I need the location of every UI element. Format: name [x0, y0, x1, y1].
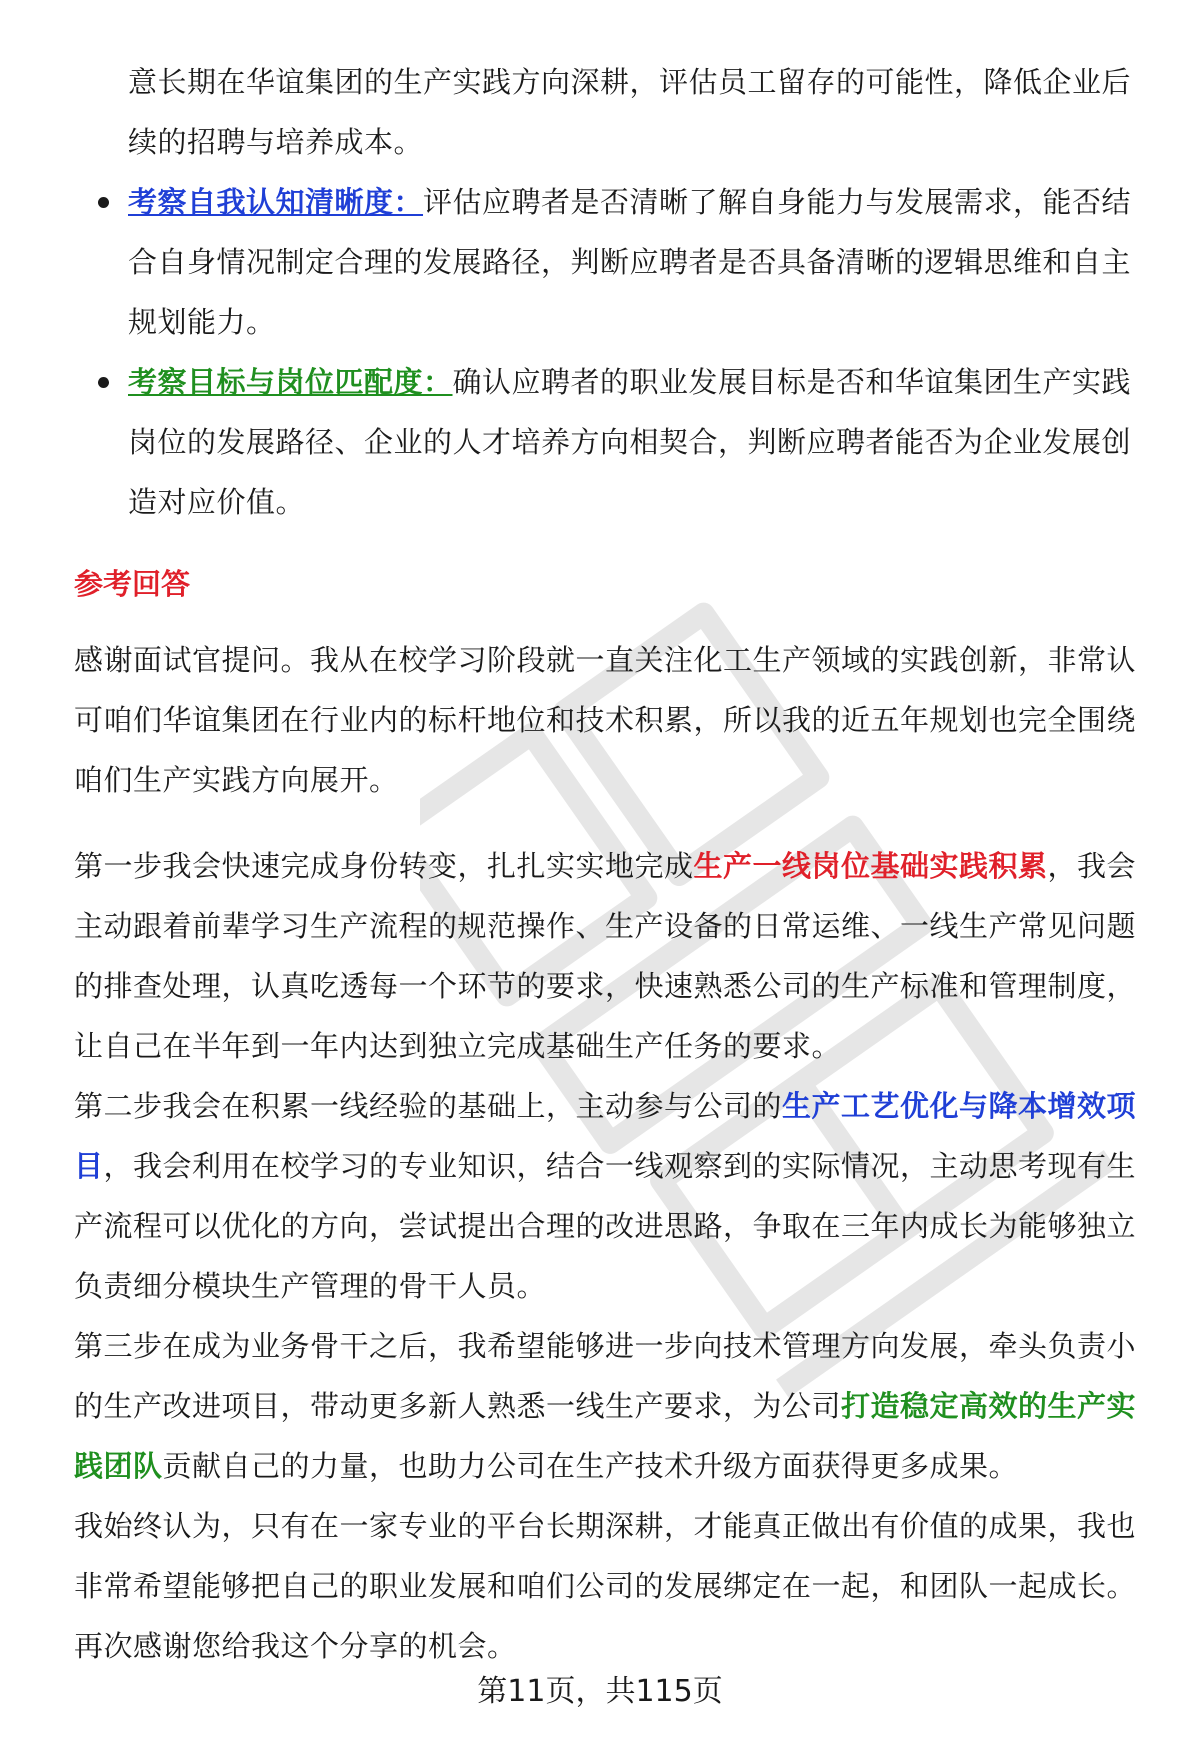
page-number: 第11页，共115页	[477, 1674, 723, 1709]
continuation-text: 意长期在华谊集团的生产实践方向深耕，评估员工留存的可能性，降低企业后续的招聘与培养成本。	[128, 65, 1132, 159]
highlight-phrase: 生产工艺优化与降本增效项目	[74, 1089, 1137, 1183]
answer-paragraph-closing: 我始终认为，只有在一家专业的平台长期深耕，才能真正做出有价值的成果，我也非常希望能够把自己的职业发展和咱们公司的发展绑定在一起，和团队一起成长。再次感谢您给我这个分享的机会。	[74, 1509, 1137, 1663]
bullet-keyword: 考察目标与岗位匹配度：	[128, 365, 453, 399]
paragraph-text: 第一步我会快速完成身份转变，扎扎实实地完成	[74, 849, 694, 883]
answer-paragraph-step3	[74, 1316, 1144, 1496]
answer-paragraph-intro: 感谢面试官提问。我从在校学习阶段就一直关注化工生产领域的实践创新，非常认可咱们华谊集团在行业内的标杆地位和技术积累，所以我的近五年规划也完全围绕咱们生产实践方向展开。	[74, 643, 1137, 797]
bullet-keyword: 考察自我认知清晰度：	[128, 185, 424, 219]
highlight-phrase: 生产一线岗位基础实践积累	[693, 849, 1048, 883]
section-heading: 参考回答	[74, 567, 191, 601]
answer-paragraph-step1	[74, 836, 1144, 1076]
list-item	[74, 172, 1144, 352]
answer-paragraph-step2	[74, 1076, 1144, 1316]
paragraph-text: ，我会利用在校学习的专业知识，结合一线观察到的实际情况，主动思考现有生产流程可以优化的方向，尝试提出合理的改进思路，争取在三年内成长为能够独立负责细分模块生产管理的骨干人员。	[74, 1149, 1137, 1303]
document-content	[74, 52, 1144, 1676]
paragraph-text: 贡献自己的力量，也助力公司在生产技术升级方面获得更多成果。	[162, 1449, 1019, 1483]
paragraph-text: 第三步在成为业务骨干之后，我希望能够进一步向技术管理方向发展，牵头负责小的生产改进项目，带动更多新人熟悉一线生产要求，为公司	[74, 1329, 1137, 1423]
list-item	[74, 352, 1144, 532]
bullet-text: 确认应聘者的职业发展目标是否和华谊集团生产实践岗位的发展路径、企业的人才培养方向相契合，判断应聘者能否为企业发展创造对应价值。	[128, 365, 1132, 519]
bullet-dot-icon	[98, 377, 109, 388]
bullet-text: 评估应聘者是否清晰了解自身能力与发展需求，能否结合自身情况制定合理的发展路径，判断应聘者是否具备清晰的逻辑思维和自主规划能力。	[128, 185, 1132, 339]
paragraph-text: ，我会主动跟着前辈学习生产流程的规范操作、生产设备的日常运维、一线生产常见问题的排查处理，认真吃透每一个环节的要求，快速熟悉公司的生产标准和管理制度，让自己在半年到一年内达到独立完成基础生产任务的要求。	[74, 849, 1137, 1063]
highlight-phrase: 打造稳定高效的生产实践团队	[74, 1389, 1137, 1483]
assessment-points-list	[74, 172, 1144, 532]
paragraph-text: 第二步我会在积累一线经验的基础上，主动参与公司的	[74, 1089, 783, 1123]
bullet-dot-icon	[98, 197, 109, 208]
